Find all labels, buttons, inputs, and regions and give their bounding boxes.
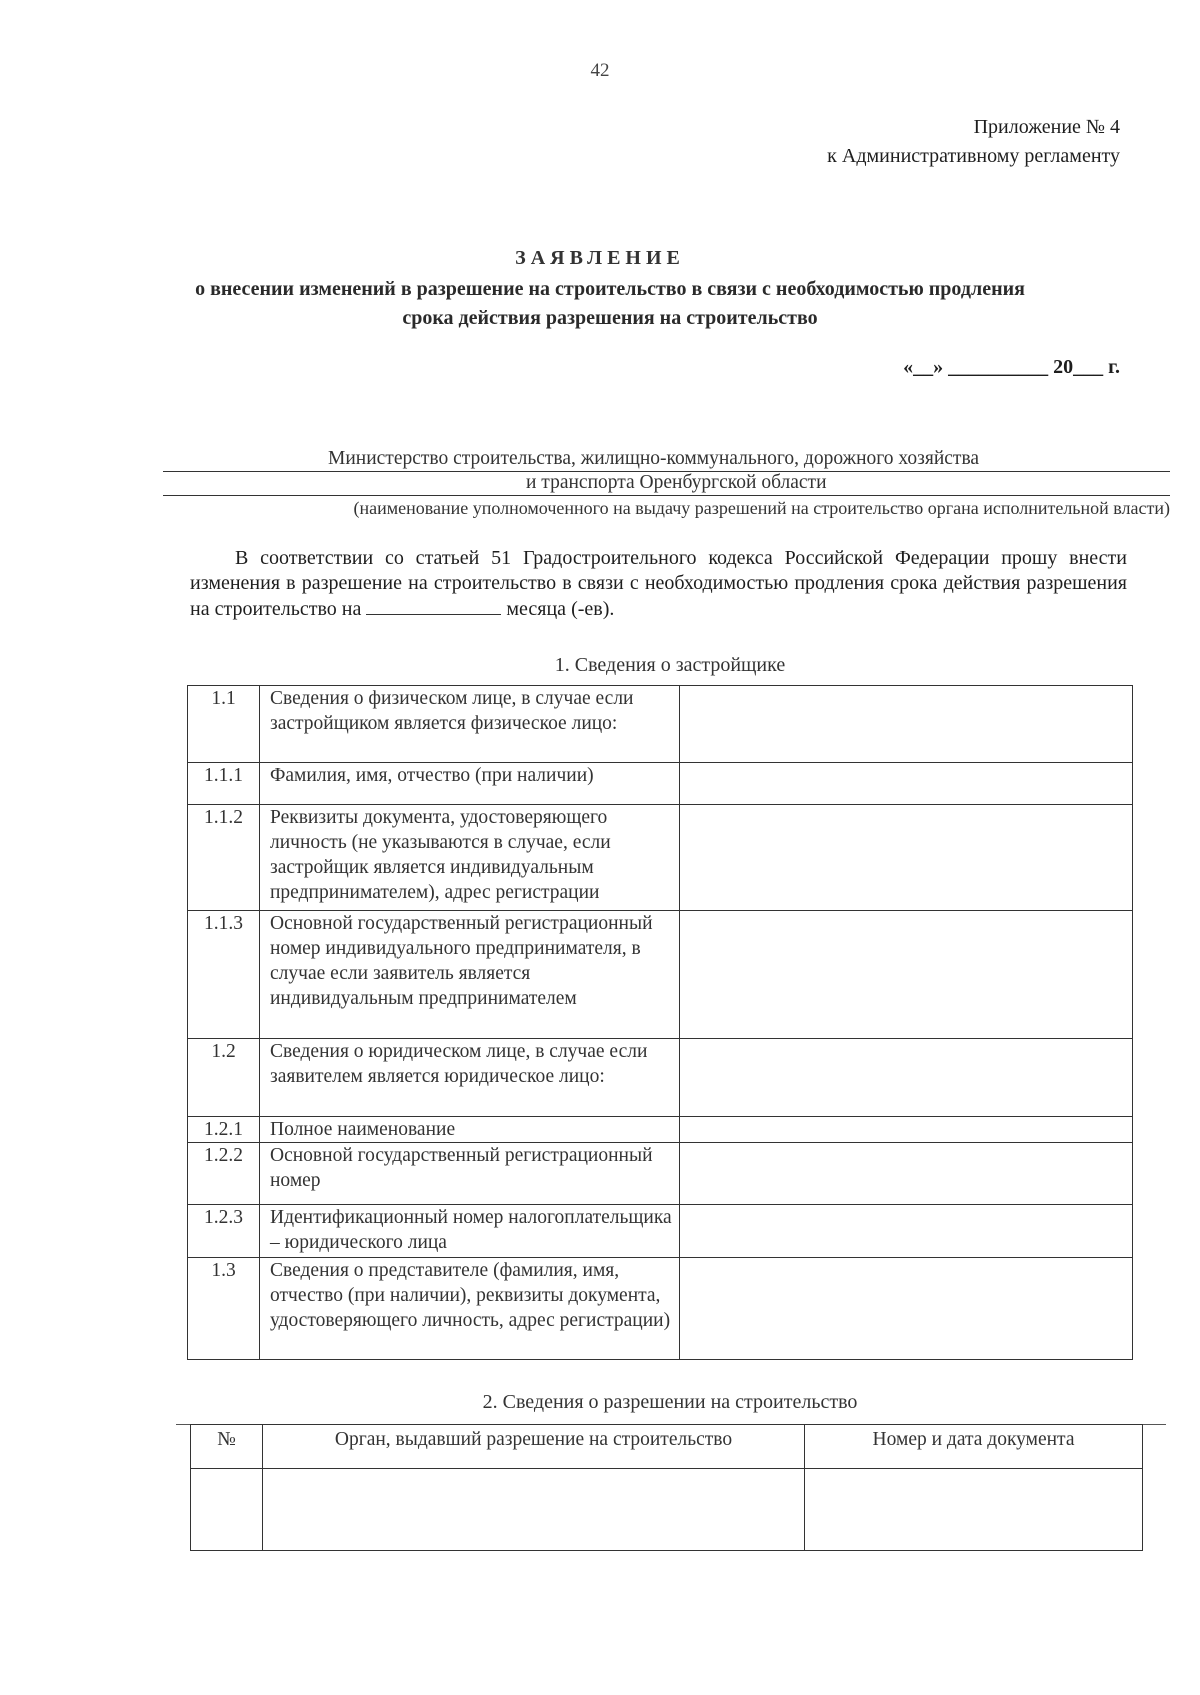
row-label: Основной государственный регистрационный номер индивидуального предпринимателя, в случае если заявитель является индивидуальным предпринимателем <box>260 911 680 1039</box>
row-value-cell[interactable] <box>680 1039 1133 1117</box>
organization-name-part-1: Министерство строительства, жилищно-коммунального, дорожного хозяйства <box>328 448 980 469</box>
row-number: 1.2.3 <box>188 1205 260 1258</box>
page-number: 42 <box>590 60 610 81</box>
row-number: 1.1.1 <box>188 763 260 805</box>
organization-block <box>163 448 1170 519</box>
column-header-issuing-body: Орган, выдавший разрешение на строительство <box>263 1425 805 1469</box>
row-value-cell[interactable] <box>680 1117 1133 1143</box>
organization-name-part-2: и транспорта Оренбургской области <box>526 472 827 493</box>
column-header-number: № <box>191 1425 263 1469</box>
table-row <box>188 1205 1133 1258</box>
organization-line-2[interactable] <box>163 472 1170 496</box>
table-row <box>188 911 1133 1039</box>
appendix-line-1: Приложение № 4 <box>973 116 1120 138</box>
organization-line-1[interactable] <box>163 448 1170 472</box>
table-header-row <box>191 1425 1143 1469</box>
row-number: 1.3 <box>188 1258 260 1360</box>
subtitle-line-2: срока действия разрешения на строительство <box>402 307 818 329</box>
table-row <box>188 805 1133 911</box>
table-row <box>188 1258 1133 1360</box>
row-value-cell[interactable] <box>680 1143 1133 1205</box>
section-2-title: 2. Сведения о разрешении на строительство <box>482 1391 858 1413</box>
appendix-note <box>827 113 1120 171</box>
row-label: Сведения о физическом лице, в случае если застройщиком является физическое лицо: <box>260 686 680 763</box>
intro-paragraph <box>190 546 1127 622</box>
row-value-cell[interactable] <box>680 1258 1133 1360</box>
table-row <box>188 1039 1133 1117</box>
row-number: 1.1.3 <box>188 911 260 1039</box>
row-number: 1.2.2 <box>188 1143 260 1205</box>
date-field[interactable]: «__» __________ 20___ г. <box>903 356 1120 378</box>
table-row <box>188 1143 1133 1205</box>
row-label: Сведения о юридическом лице, в случае если заявителем является юридическое лицо: <box>260 1039 680 1117</box>
organization-caption: (наименование уполномоченного на выдачу разрешений на строительство органа исполнительной власти) <box>353 498 1170 518</box>
row-number: 1.1.2 <box>188 805 260 911</box>
row-label: Идентификационный номер налогоплательщика – юридического лица <box>260 1205 680 1258</box>
cell-number[interactable] <box>191 1469 263 1551</box>
table-row <box>188 763 1133 805</box>
row-number: 1.2.1 <box>188 1117 260 1143</box>
row-label: Полное наименование <box>260 1117 680 1143</box>
row-label: Сведения о представителе (фамилия, имя, отчество (при наличии), реквизиты документа, удостоверяющего личность, адрес регистрации) <box>260 1258 680 1360</box>
developer-info-table <box>187 685 1133 1360</box>
document-subtitle <box>130 275 1090 333</box>
row-value-cell[interactable] <box>680 911 1133 1039</box>
row-number: 1.2 <box>188 1039 260 1117</box>
permit-info-table <box>190 1424 1143 1551</box>
row-label: Фамилия, имя, отчество (при наличии) <box>260 763 680 805</box>
column-header-doc-number-date: Номер и дата документа <box>805 1425 1143 1469</box>
row-value-cell[interactable] <box>680 805 1133 911</box>
row-value-cell[interactable] <box>680 763 1133 805</box>
table-row <box>188 686 1133 763</box>
row-value-cell[interactable] <box>680 686 1133 763</box>
intro-text: В соответствии со статьей 51 Градостроительного кодекса Российской Федерации прошу внести изменения в разрешение на строительство в связи с необходимостью продления срока действия разрешения на строительство на <box>190 547 1127 620</box>
intro-text-end: месяца (-ев). <box>506 598 615 620</box>
row-number: 1.1 <box>188 686 260 763</box>
table-row <box>188 1117 1133 1143</box>
row-label: Реквизиты документа, удостоверяющего личность (не указываются в случае, если застройщик является индивидуальным предпринимателем), адрес регистрации <box>260 805 680 911</box>
document-title: ЗАЯВЛЕНИЕ <box>515 247 685 269</box>
table-row <box>191 1469 1143 1551</box>
section-1-title: 1. Сведения о застройщике <box>554 654 786 676</box>
row-value-cell[interactable] <box>680 1205 1133 1258</box>
row-label: Основной государственный регистрационный номер <box>260 1143 680 1205</box>
cell-issuing-body[interactable] <box>263 1469 805 1551</box>
cell-doc-number-date[interactable] <box>805 1469 1143 1551</box>
months-blank-field[interactable] <box>366 596 501 615</box>
subtitle-line-1: о внесении изменений в разрешение на строительство в связи с необходимостью продления <box>195 278 1025 300</box>
appendix-line-2: к Административному регламенту <box>827 145 1120 167</box>
